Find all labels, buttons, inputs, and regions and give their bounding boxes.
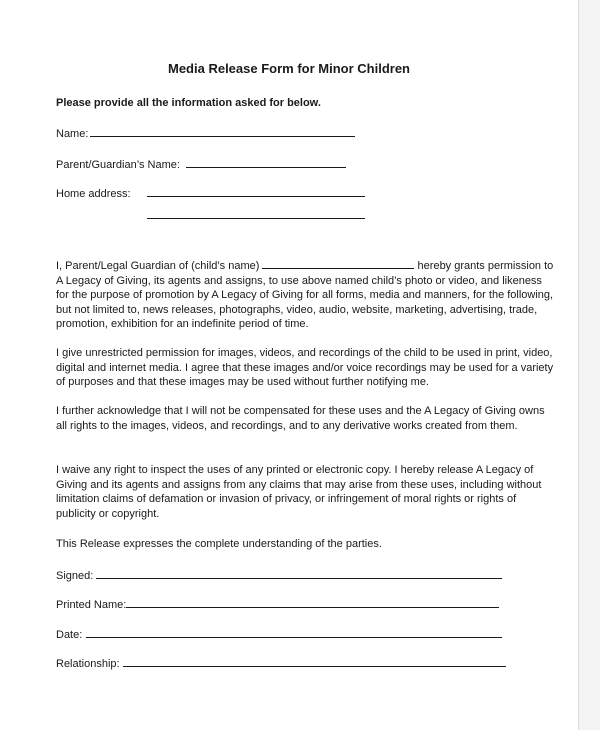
paragraph-waiver: I waive any right to inspect the uses of any printed or electronic copy. I hereby release A Legacy of Giving and its agents and assigns from any claims that may arise from these uses, including without limitation claims of defamation or invasion of privacy, or infringement of moral rights or rights of publicity or copyright. — [56, 464, 542, 520]
address-field-line2 — [147, 208, 365, 219]
name-blank[interactable] — [90, 126, 355, 137]
date-field — [56, 627, 502, 641]
name-field — [56, 126, 355, 140]
address-blank-1[interactable] — [147, 186, 365, 197]
address-blank-2[interactable] — [147, 208, 365, 219]
printed-name-blank[interactable] — [126, 597, 499, 608]
paragraph-compensation: I further acknowledge that I will not be compensated for these uses and the A Legacy of Giving owns all rights to the images, videos, and recordings, and to any derivative works created from them. — [56, 405, 545, 432]
signed-field — [56, 568, 502, 582]
paragraph-permission-lead: I, Parent/Legal Guardian of (child’s name) — [56, 260, 260, 272]
signed-label: Signed: — [56, 570, 94, 582]
paragraph-release: This Release expresses the complete understanding of the parties. — [56, 538, 382, 550]
paragraph-permission — [56, 258, 554, 332]
relationship-field — [56, 656, 506, 670]
address-label: Home address: — [56, 188, 131, 200]
guardian-blank[interactable] — [186, 157, 346, 168]
child-name-blank[interactable] — [262, 258, 414, 269]
name-label: Name: — [56, 128, 89, 140]
relationship-blank[interactable] — [123, 656, 506, 667]
paragraph-permission-rest: hereby grants permission to A Legacy of Giving, its agents and assigns, to use above named child’s photo or video, and likeness for the purpose of promotion by A Legacy of Giving for all forms, media and manners, for the following, but not limited to, news releases, photographs, video, audio, website, marketing, advertising, trade, promotion, exhibition for an indefinite period of time. — [56, 260, 554, 331]
printed-name-label: Printed Name: — [56, 599, 127, 611]
document-title: Media Release Form for Minor Children — [168, 61, 410, 76]
guardian-label: Parent/Guardian’s Name: — [56, 159, 180, 171]
instructions: Please provide all the information asked for below. — [56, 97, 321, 109]
address-field — [56, 186, 365, 200]
guardian-field — [56, 157, 346, 171]
signed-blank[interactable] — [96, 568, 502, 579]
date-label: Date: — [56, 629, 83, 641]
relationship-label: Relationship: — [56, 658, 120, 670]
date-blank[interactable] — [86, 627, 502, 638]
paragraph-unrestricted: I give unrestricted permission for images, videos, and recordings of the child to be used in print, video, digital and internet media. I agree that these images and/or voice recordings may be used for a variety of purposes and that these images may be used without further notifying me. — [56, 347, 554, 389]
printed-name-field — [56, 597, 499, 611]
